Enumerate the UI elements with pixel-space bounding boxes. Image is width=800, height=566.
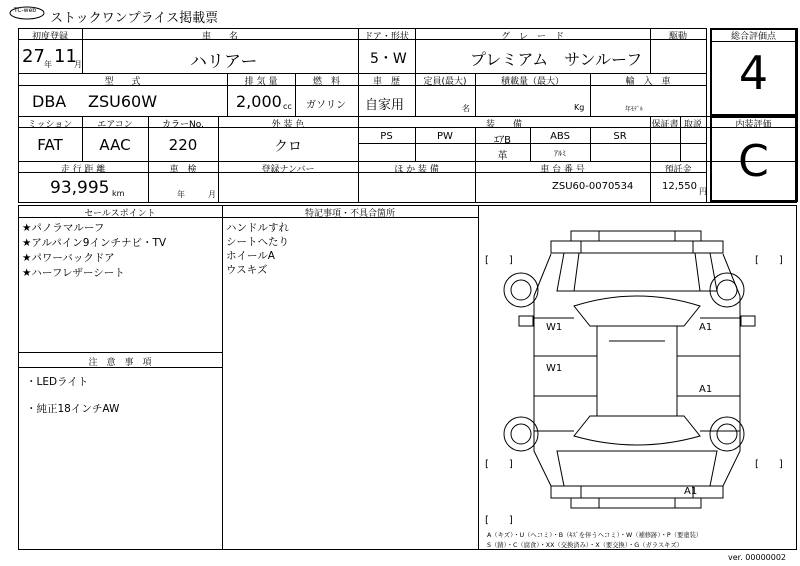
list-item: ・LEDライト — [26, 376, 89, 388]
damage-mark-rear-bumper: A1 — [684, 486, 698, 497]
first-reg-month-unit: 月 — [74, 60, 82, 69]
exterior-color-value: クロ — [274, 139, 302, 155]
equip-header-pw: PW — [437, 131, 453, 142]
first-reg-month: 11 — [54, 46, 77, 67]
equip-value-alumi: ｱﾙﾐ — [554, 149, 566, 158]
damage-mark-left-rear: W1 — [546, 363, 563, 374]
label-other-equipment: ほ か 装 備 — [394, 165, 439, 175]
label-exterior-color: 外 装 色 — [271, 120, 305, 130]
damage-mark-left-front: W1 — [546, 322, 563, 333]
label-remarks: 特記事項・不具合箇所 — [304, 209, 395, 219]
model-prefix-value: DBA — [32, 92, 67, 111]
logo-text: TC-web — [14, 7, 37, 14]
label-price: 預託金 — [664, 165, 692, 175]
label-warranty: 保証書 — [651, 120, 679, 130]
label-first-reg: 初度登録 — [31, 32, 68, 42]
inspection-year-unit: 年 — [177, 190, 185, 199]
label-car-name: 車 名 — [201, 32, 238, 42]
label-history: 車 歴 — [372, 77, 400, 87]
label-import: 輸 入 車 — [625, 77, 671, 87]
list-item: ★パノラマルーフ — [22, 222, 105, 234]
capacity-unit: 名 — [462, 104, 470, 113]
first-reg-year: 27 — [22, 46, 45, 67]
list-item: ・純正18インチAW — [26, 403, 120, 415]
bracket-rear-left: [ ] — [485, 459, 513, 470]
label-model: 型 式 — [104, 77, 141, 87]
displacement-unit: cc — [283, 102, 292, 111]
label-reg-number: 登録ナンバー — [261, 165, 315, 175]
list-item: ホイールA — [226, 250, 275, 262]
mileage-unit: km — [112, 189, 125, 198]
mileage-value: 93,995 — [50, 178, 110, 198]
equip-header-airbag: ｴｱB — [494, 135, 511, 146]
bracket-front-left: [ ] — [485, 255, 513, 266]
displacement-value: 2,000 — [236, 92, 282, 111]
damage-mark-right-front: A1 — [699, 322, 713, 333]
label-door-type: ドア・形状 — [364, 32, 409, 42]
list-item: ★パワーバックドア — [22, 252, 115, 264]
label-inspection: 車 検 — [169, 165, 197, 175]
fuel-value: ガソリン — [306, 100, 346, 111]
label-aircon: エアコン — [97, 120, 133, 130]
list-item: シートへたり — [226, 236, 289, 248]
label-chassis-number: 車 台 番 号 — [540, 165, 585, 175]
equip-header-sr: SR — [613, 131, 627, 142]
grade-value: プレミアム サンルーフ — [470, 50, 643, 69]
label-overall-score: 総合評価点 — [730, 32, 776, 42]
bracket-front-right: [ ] — [755, 255, 783, 266]
model-value: ZSU60W — [88, 92, 158, 111]
notes-list — [26, 374, 119, 416]
equip-header-abs: ABS — [550, 131, 570, 142]
damage-mark-right-rear: A1 — [699, 384, 713, 395]
label-equipment: 装 備 — [485, 120, 522, 130]
label-drive: 駆動 — [668, 32, 687, 42]
damage-legend-line2: S（錆）・C（腐食）・XX（交換済み）・X（要交換）・G（ガラスキズ） — [487, 542, 683, 549]
car-name-value: ハリアー — [190, 52, 258, 72]
list-item: ハンドルすれ — [226, 222, 289, 234]
list-item: ★ハーフレザーシート — [22, 267, 125, 279]
aircon-value: AAC — [99, 136, 131, 154]
label-fuel: 燃 料 — [312, 77, 340, 87]
overall-score-value: 4 — [738, 46, 769, 100]
list-item: ★アルパイン9インチナビ・TV — [22, 237, 167, 249]
price-value: 12,550 — [662, 181, 697, 192]
label-sales-points: セールスポイント — [84, 209, 156, 219]
label-displacement: 排 気 量 — [244, 77, 278, 87]
bracket-rear-right: [ ] — [755, 459, 783, 470]
label-capacity: 定員(最大) — [423, 77, 467, 87]
label-interior-score: 内装評価 — [735, 120, 772, 130]
sales-points-list — [22, 221, 166, 281]
load-unit: Kg — [574, 103, 585, 112]
remarks-list — [226, 221, 289, 277]
interior-score-value: C — [738, 136, 769, 187]
equip-value-leather: 革 — [497, 151, 508, 162]
damage-diagram — [479, 206, 797, 550]
bracket-bottom: [ ] — [485, 515, 513, 526]
price-unit: 円 — [699, 187, 707, 196]
label-notes: 注 意 事 項 — [88, 358, 152, 368]
label-mileage: 走 行 距 離 — [60, 165, 106, 175]
door-type-value: 5・W — [370, 51, 407, 67]
chassis-number-value: ZSU60-0070534 — [552, 181, 634, 192]
label-mission: ミッション — [27, 120, 73, 130]
header-logo — [8, 5, 46, 21]
version-text: ver. 00000002 — [728, 553, 787, 562]
label-color-no: カラーNo. — [162, 120, 204, 130]
label-load: 積載量（最大） — [500, 77, 564, 87]
car-outline-icon — [479, 206, 797, 550]
inspection-month-unit: 月 — [208, 190, 216, 199]
damage-legend-line1: A（キズ）・U（ヘコミ）・B（ｷｽﾞを伴うヘコミ）・W（補修跡）・P（要塗装） — [487, 532, 703, 539]
list-item: ウスキズ — [226, 264, 268, 276]
mission-value: FAT — [37, 136, 63, 154]
import-note: 年ﾓﾃﾞﾙ — [625, 106, 644, 113]
history-value: 自家用 — [365, 98, 405, 113]
equip-header-ps: PS — [380, 131, 393, 142]
label-grade: グ レ ー ド — [500, 32, 564, 42]
first-reg-year-unit: 年 — [44, 60, 52, 69]
color-no-value: 220 — [168, 136, 198, 154]
label-manual: 取説 — [683, 120, 702, 130]
page-title: ストックワンプライス掲載票 — [50, 11, 219, 26]
